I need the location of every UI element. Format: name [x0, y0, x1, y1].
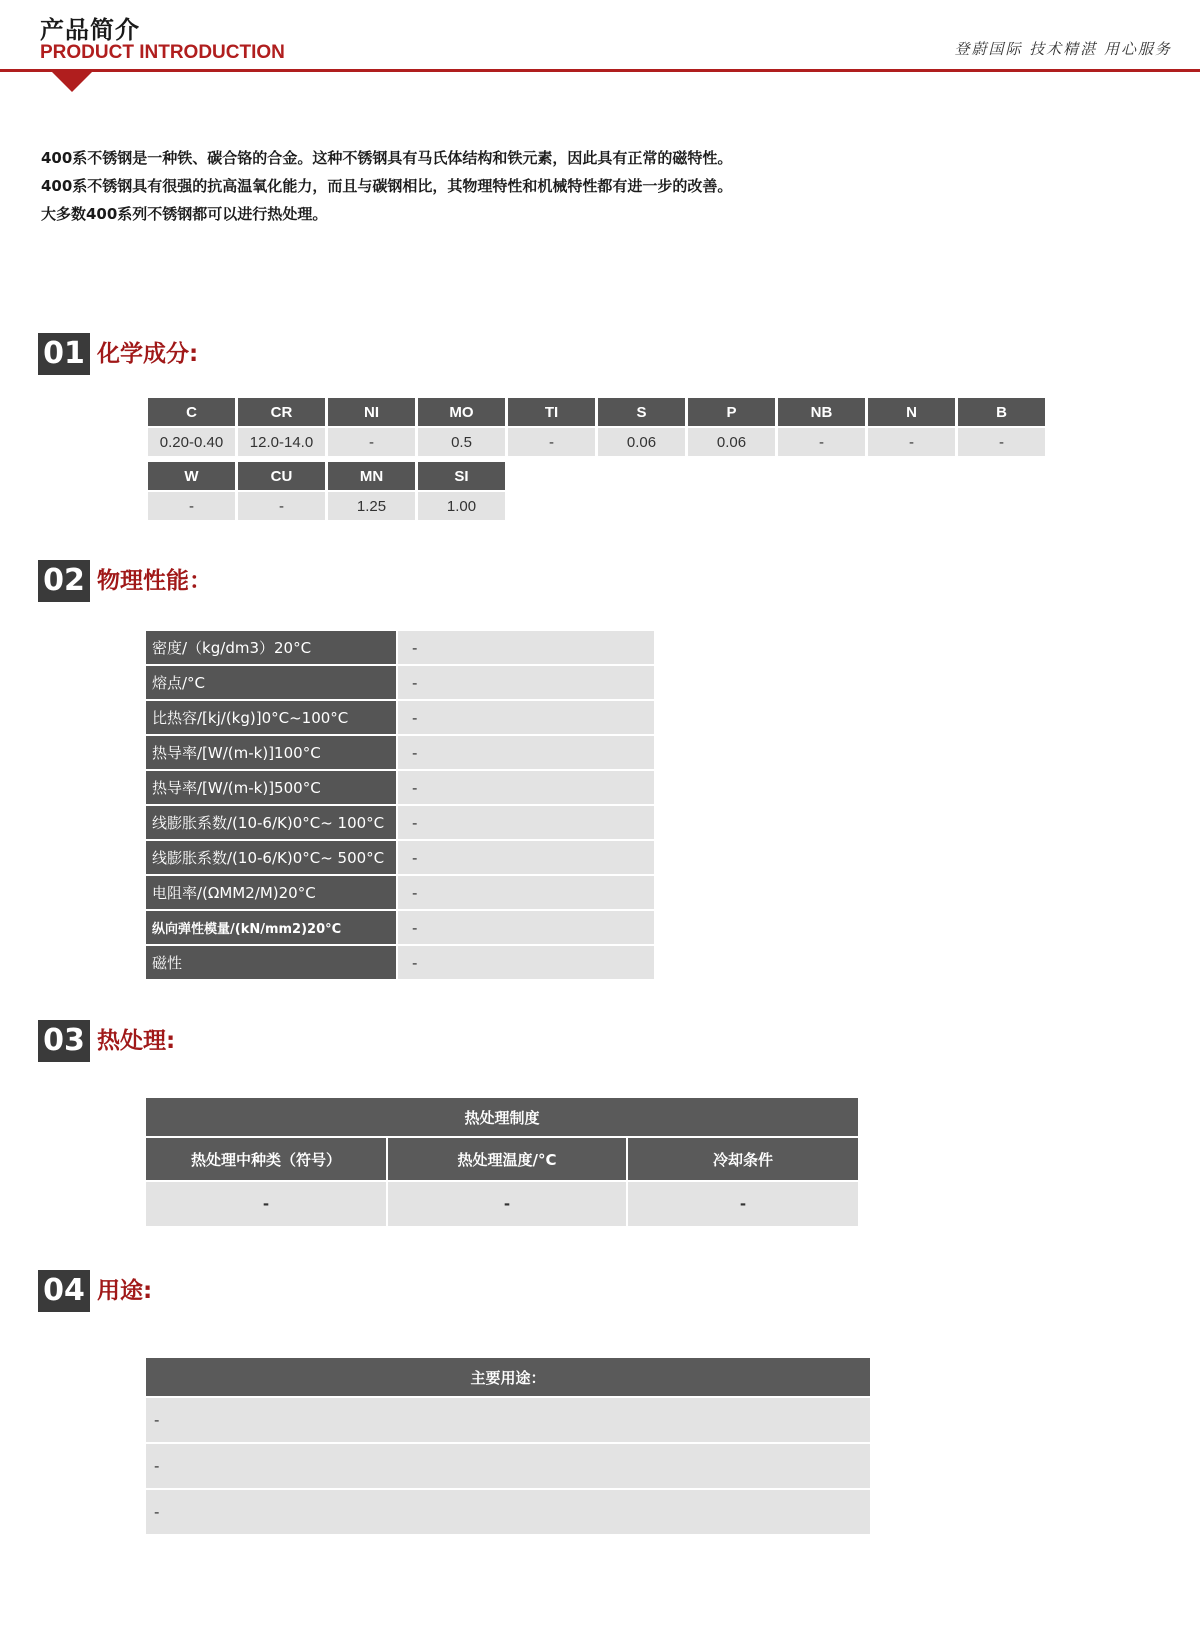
- chem-header-n: N: [868, 398, 955, 426]
- section-number-01: 01: [38, 333, 90, 375]
- phys-label-magnetism: 磁性: [146, 946, 396, 979]
- chem-value-p: 0.06: [688, 428, 775, 456]
- chem-value-b: -: [958, 428, 1045, 456]
- chemical-table-row1: [145, 396, 1048, 458]
- heat-header-cooling: 冷却条件: [626, 1138, 858, 1182]
- phys-value-specific-heat: -: [398, 701, 654, 734]
- phys-value-conductivity-500: -: [398, 771, 654, 804]
- section-title-physical: 物理性能：: [97, 568, 212, 594]
- usage-row: -: [146, 1488, 870, 1534]
- table-row: [146, 876, 654, 909]
- chem-value-mn: 1.25: [328, 492, 415, 520]
- chemical-header-row: [148, 398, 1045, 426]
- phys-label-elastic-modulus: 纵向弹性模量/(kN/mm2)20°C: [146, 911, 396, 944]
- heat-treatment-table: [146, 1098, 858, 1226]
- chem-header-b: B: [958, 398, 1045, 426]
- usage-row: -: [146, 1396, 870, 1442]
- heat-header-type: 热处理中种类（符号）: [146, 1138, 386, 1182]
- chem-value-mo: 0.5: [418, 428, 505, 456]
- phys-value-elastic-modulus: -: [398, 911, 654, 944]
- chem-header-c: C: [148, 398, 235, 426]
- intro-text: [41, 144, 732, 228]
- chem-value-cu: -: [238, 492, 325, 520]
- phys-label-density: 密度/（kg/dm3）20°C: [146, 631, 396, 664]
- chem-header-ni: NI: [328, 398, 415, 426]
- table-row: [146, 946, 654, 979]
- chemical-value-row: [148, 492, 505, 520]
- table-row: [146, 666, 654, 699]
- section-number-02: 02: [38, 560, 90, 602]
- table-row: [146, 701, 654, 734]
- chem-header-s: S: [598, 398, 685, 426]
- phys-value-melting-point: -: [398, 666, 654, 699]
- section-number-04: 04: [38, 1270, 90, 1312]
- chem-header-ti: TI: [508, 398, 595, 426]
- chemical-table-row2: [145, 460, 508, 522]
- heat-value-cooling: -: [626, 1182, 858, 1226]
- physical-properties-table: [146, 629, 654, 981]
- header-divider: [0, 69, 1200, 72]
- usage-table: [146, 1358, 870, 1534]
- intro-line-1: 400系不锈钢是一种铁、碳合铬的合金。这种不锈钢具有马氏体结构和铁元素，因此具有正常的磁特性。: [41, 149, 733, 167]
- intro-line-2: 400系不锈钢具有很强的抗高温氧化能力，而且与碳钢相比，其物理特性和机械特性都有进一步的改善。: [41, 177, 733, 195]
- page-title-cn: 产品简介: [40, 16, 140, 44]
- phys-value-expansion-500: -: [398, 841, 654, 874]
- header-pointer-triangle: [52, 72, 92, 92]
- usage-table-title: 主要用途：: [146, 1358, 870, 1396]
- table-row: [146, 631, 654, 664]
- chem-value-ti: -: [508, 428, 595, 456]
- heat-value-temperature: -: [386, 1182, 626, 1226]
- phys-value-resistivity: -: [398, 876, 654, 909]
- section-title-heat-treatment: 热处理:: [97, 1028, 176, 1054]
- chem-value-n: -: [868, 428, 955, 456]
- table-row: [146, 736, 654, 769]
- chem-header-w: W: [148, 462, 235, 490]
- chemical-header-row: [148, 462, 505, 490]
- usage-row: -: [146, 1442, 870, 1488]
- section-title-chemical: 化学成分:: [97, 341, 199, 367]
- phys-label-specific-heat: 比热容/[kj/(kg)]0°C~100°C: [146, 701, 396, 734]
- chem-value-w: -: [148, 492, 235, 520]
- table-row: [146, 771, 654, 804]
- heat-header-temperature: 热处理温度/°C: [386, 1138, 626, 1182]
- company-slogan: 登蔚国际 技术精湛 用心服务: [954, 40, 1172, 58]
- heat-table-title: 热处理制度: [146, 1098, 858, 1138]
- chem-header-nb: NB: [778, 398, 865, 426]
- chem-value-s: 0.06: [598, 428, 685, 456]
- page-title-en: PRODUCT INTRODUCTION: [40, 42, 285, 63]
- phys-label-expansion-100: 线膨胀系数/(10-6/K)0°C~ 100°C: [146, 806, 396, 839]
- chem-header-p: P: [688, 398, 775, 426]
- chem-value-cr: 12.0-14.0: [238, 428, 325, 456]
- intro-line-3: 大多数400系列不锈钢都可以进行热处理。: [41, 205, 328, 223]
- phys-value-expansion-100: -: [398, 806, 654, 839]
- table-row: [146, 911, 654, 944]
- chem-header-mo: MO: [418, 398, 505, 426]
- phys-label-melting-point: 熔点/°C: [146, 666, 396, 699]
- chem-value-nb: -: [778, 428, 865, 456]
- phys-value-density: -: [398, 631, 654, 664]
- chem-header-cr: CR: [238, 398, 325, 426]
- phys-value-magnetism: -: [398, 946, 654, 979]
- section-title-usage: 用途:: [97, 1278, 153, 1304]
- table-row: [146, 806, 654, 839]
- table-row: [146, 841, 654, 874]
- phys-label-expansion-500: 线膨胀系数/(10-6/K)0°C~ 500°C: [146, 841, 396, 874]
- chem-header-mn: MN: [328, 462, 415, 490]
- phys-label-conductivity-500: 热导率/[W/(m-k)]500°C: [146, 771, 396, 804]
- phys-label-conductivity-100: 热导率/[W/(m-k)]100°C: [146, 736, 396, 769]
- chem-value-c: 0.20-0.40: [148, 428, 235, 456]
- chem-value-ni: -: [328, 428, 415, 456]
- phys-value-conductivity-100: -: [398, 736, 654, 769]
- heat-value-type: -: [146, 1182, 386, 1226]
- chem-value-si: 1.00: [418, 492, 505, 520]
- chem-header-cu: CU: [238, 462, 325, 490]
- chemical-value-row: [148, 428, 1045, 456]
- chem-header-si: SI: [418, 462, 505, 490]
- phys-label-resistivity: 电阻率/(ΩMM2/M)20°C: [146, 876, 396, 909]
- section-number-03: 03: [38, 1020, 90, 1062]
